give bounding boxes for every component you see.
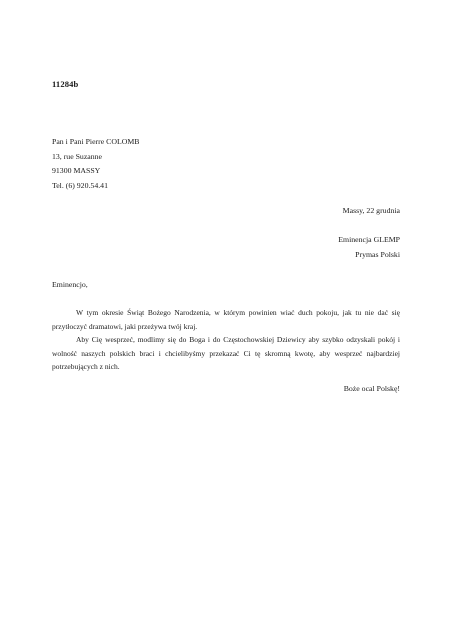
reference-number: 11284b	[52, 79, 79, 89]
recipient-line-1: Eminencja GLEMP	[338, 235, 400, 244]
sender-address	[52, 135, 140, 193]
body-paragraph-2: Aby Cię wesprzeć, modlimy się do Boga i do Częstochowskiej Dziewicy aby szybko odzyskali pokój i wolność naszych polskich braci i chcielibyśmy przekazać Ci tę skromną kwotę, aby wesprzeć najbardziej potrzebujących z nich.	[52, 335, 400, 372]
salutation: Eminencjo,	[52, 280, 88, 289]
closing-line: Boże ocal Polskę!	[343, 384, 400, 393]
sender-city: 91300 MASSY	[52, 166, 101, 176]
recipient-line-2: Prymas Polski	[355, 249, 400, 259]
body-paragraph-1: W tym okresie Świąt Bożego Narodzenia, w którym powinien wiać duch pokoju, jak tu nie dać się przytłoczyć dramatowi, jaki przeżywa twój kraj.	[52, 308, 400, 331]
sender-name: Pan i Pani Pierre COLOMB	[52, 137, 140, 146]
sender-phone: Tel. (6) 920.54.41	[52, 180, 108, 190]
place-date: Massy, 22 grudnia	[342, 206, 400, 215]
recipient-address	[338, 233, 400, 262]
sender-street: 13, rue Suzanne	[52, 151, 103, 161]
letter-body	[52, 306, 400, 374]
